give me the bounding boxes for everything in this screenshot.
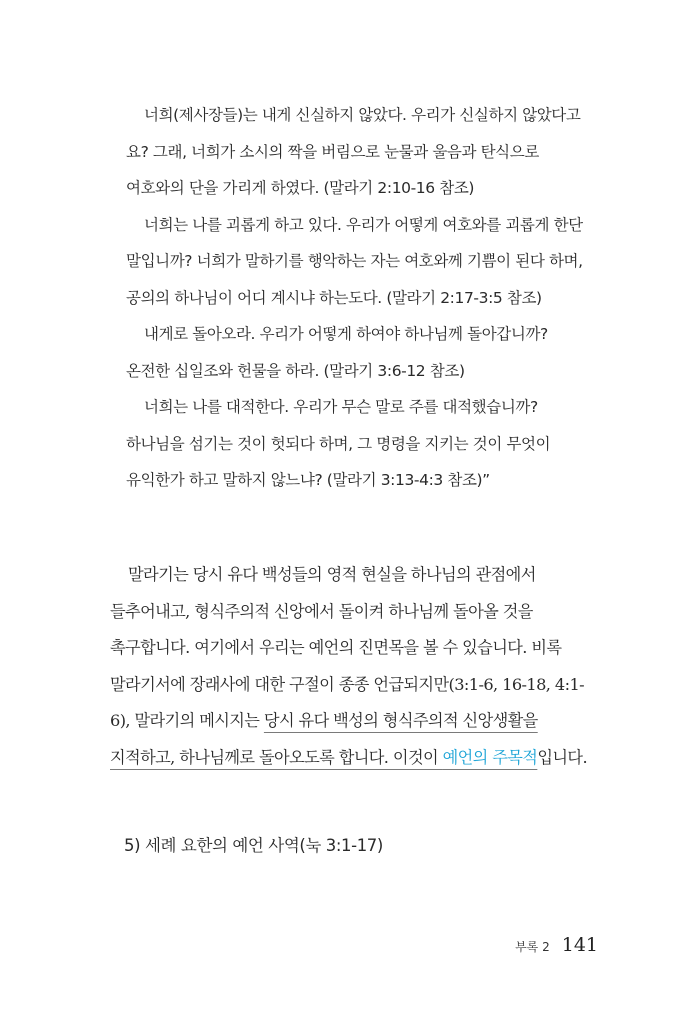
body-text-ending: 입니다. <box>537 747 588 767</box>
quote-paragraph: 너희는 나를 괴롭게 하고 있다. 우리가 어떻게 여호와를 괴롭게 한단 말입니까? 너희가 말하기를 행악하는 자는 여호와께 기쁨이 된다 하며, 공의의 하나님이 어디 계시냐 하는도다. (말라기 2:17-3:5 참조) <box>126 215 583 307</box>
quote-paragraph: 너희(제사장들)는 내게 신실하지 않았다. 우리가 신실하지 않았다고 요? 그래, 너희가 소시의 짝을 버림으로 눈물과 울음과 탄식으로 여호와의 단을 가리게 하였다. (말라기 2:10-16 참조) <box>126 106 581 197</box>
body-text-intro: 말라기는 당시 유다 백성들의 영적 현실을 하나님의 관점에서 들추어내고, 형식주의적 신앙에서 돌이켜 하나님께 돌아올 것을 촉구합니다. 여기에서 우리는 예언의 진면목을 볼 수 있습니다. 비록 말라기서에 장래사에 대한 구절이 종종 언급되지만(3:1-6, 16-18, 4:1-6), 말라기의 메시지는 <box>110 565 585 730</box>
quote-paragraph: 내게로 돌아오라. 우리가 어떻게 하여야 하나님께 돌아갑니까? 온전한 십일조와 헌물을 하라. (말라기 3:6-12 참조) <box>126 325 548 380</box>
quote-paragraph: 너희는 나를 대적한다. 우리가 무슨 말로 주를 대적했습니까? 하나님을 섬기는 것이 헛되다 하며, 그 명령을 지키는 것이 무엇이 유익한가 하고 말하지 않느냐? (말라기 3:13-4:3 참조)” <box>126 398 551 489</box>
highlighted-term: 예언의 주목적 <box>442 747 538 767</box>
quoted-dialogue <box>126 97 592 499</box>
body-paragraph <box>110 557 596 776</box>
page-number: 141 <box>561 934 598 956</box>
underlined-text: 당시 유다 백성의 형식주의적 신앙생활을 지적하고, 하나님께로 돌아오도록 합니다. 이것이 <box>110 711 538 767</box>
section-heading: 5) 세례 요한의 예언 사역(눅 3:1-17) <box>124 836 383 855</box>
running-footer-label: 부록 2 <box>515 940 550 954</box>
page-footer <box>515 934 598 956</box>
